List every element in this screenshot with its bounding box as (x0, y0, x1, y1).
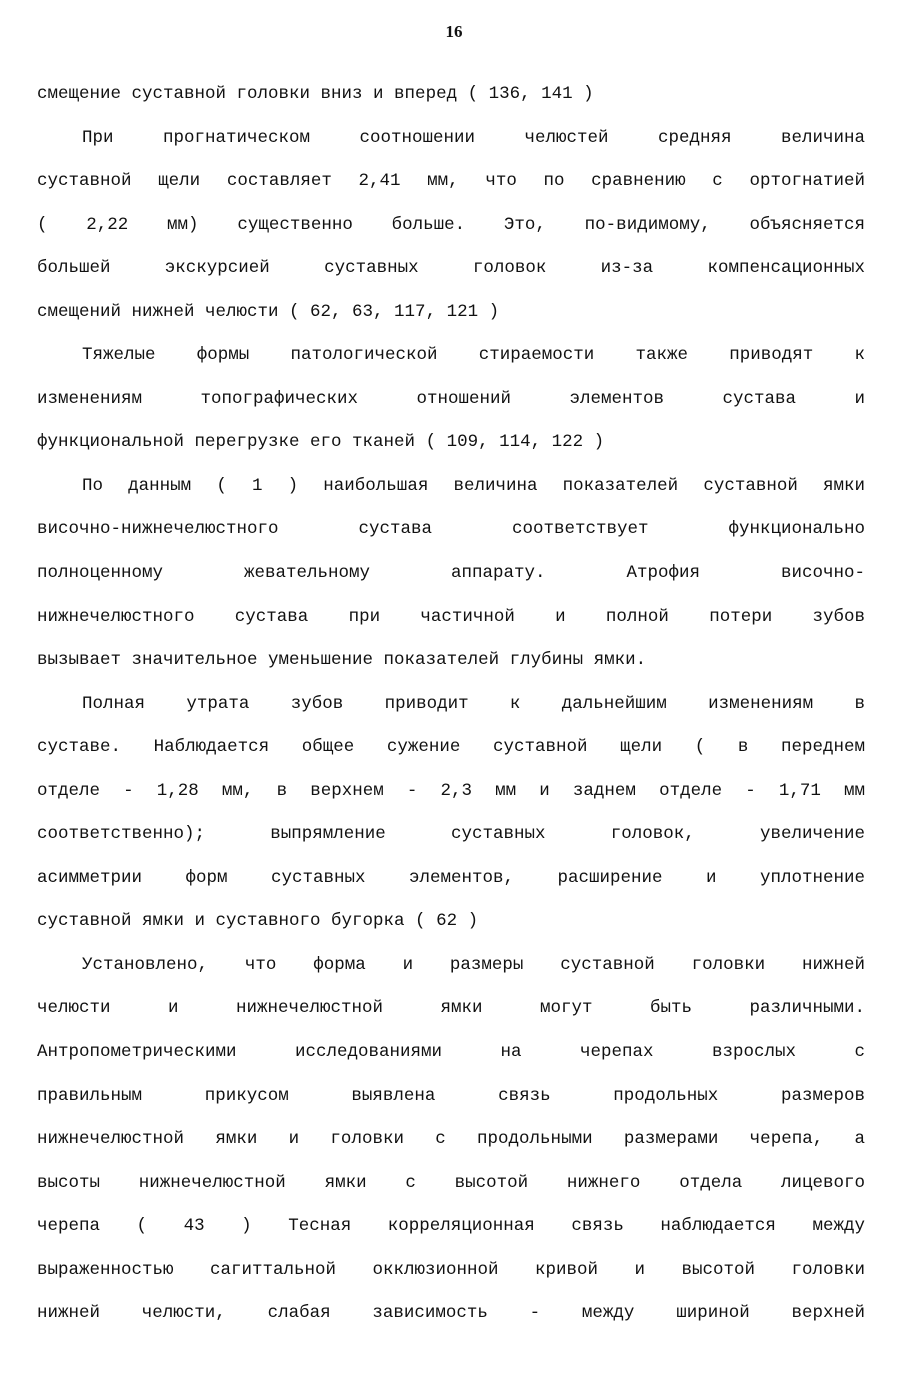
paragraph (37, 80, 865, 124)
text-line: Антропометрическими исследованиями на черепах взрослых с (37, 1042, 865, 1063)
paragraph (37, 690, 865, 951)
paragraph (37, 951, 865, 1343)
text-line: Тяжелые формы патологической стираемости также приводят к (82, 345, 865, 366)
document-body (37, 80, 865, 1343)
text-line: суставе. Наблюдается общее сужение суставной щели ( в переднем (37, 737, 865, 758)
text-line: правильным прикусом выявлена связь продольных размеров (37, 1085, 865, 1106)
text-line: ( 2,22 мм) существенно больше. Это, по-видимому, объясняется (37, 214, 865, 235)
page-number: 16 (445, 22, 463, 41)
text-line: функциональной перегрузке его тканей ( 109, 114, 122 ) (37, 432, 605, 453)
text-line: челюсти и нижнечелюстной ямки могут быть различными. (37, 998, 865, 1019)
paragraph (37, 124, 865, 342)
text-line: выраженностью сагиттальной окклюзионной кривой и высотой головки (37, 1259, 865, 1280)
text-line: Полная утрата зубов приводит к дальнейшим изменениям в (82, 693, 865, 714)
text-line: височно-нижнечелюстного сустава соответствует функционально (37, 519, 865, 540)
paragraph (37, 341, 865, 472)
text-line: нижней челюсти, слабая зависимость - между шириной верхней (37, 1303, 865, 1324)
text-line: полноценному жевательному аппарату. Атрофия височно- (37, 563, 865, 584)
text-line: изменениям топографических отношений элементов сустава и (37, 388, 865, 409)
text-line: черепа ( 43 ) Тесная корреляционная связь наблюдается между (37, 1216, 865, 1237)
text-line: При прогнатическом соотношении челюстей средняя величина (82, 127, 865, 148)
text-line: нижнечелюстного сустава при частичной и полной потери зубов (37, 606, 865, 627)
text-line: суставной ямки и суставного бугорка ( 62 ) (37, 911, 479, 932)
text-line: большей экскурсией суставных головок из-за компенсационных (37, 258, 865, 279)
text-line: соответственно); выпрямление суставных головок, увеличение (37, 824, 865, 845)
text-line: Установлено, что форма и размеры суставной головки нижней (82, 954, 865, 975)
paragraph (37, 472, 865, 690)
text-line: вызывает значительное уменьшение показателей глубины ямки. (37, 650, 647, 671)
text-line: нижнечелюстной ямки и головки с продольными размерами черепа, а (37, 1129, 865, 1150)
text-line: отделе - 1,28 мм, в верхнем - 2,3 мм и заднем отделе - 1,71 мм (37, 780, 865, 801)
text-line: По данным ( 1 ) наибольшая величина показателей суставной ямки (82, 475, 865, 496)
text-line: асимметрии форм суставных элементов, расширение и уплотнение (37, 867, 865, 888)
text-line: высоты нижнечелюстной ямки с высотой нижнего отдела лицевого (37, 1172, 865, 1193)
text-line: смещение суставной головки вниз и вперед ( 136, 141 ) (37, 84, 594, 104)
text-line: суставной щели составляет 2,41 мм, что по сравнению с ортогнатией (37, 171, 865, 192)
text-line: смещений нижней челюсти ( 62, 63, 117, 121 ) (37, 301, 500, 322)
